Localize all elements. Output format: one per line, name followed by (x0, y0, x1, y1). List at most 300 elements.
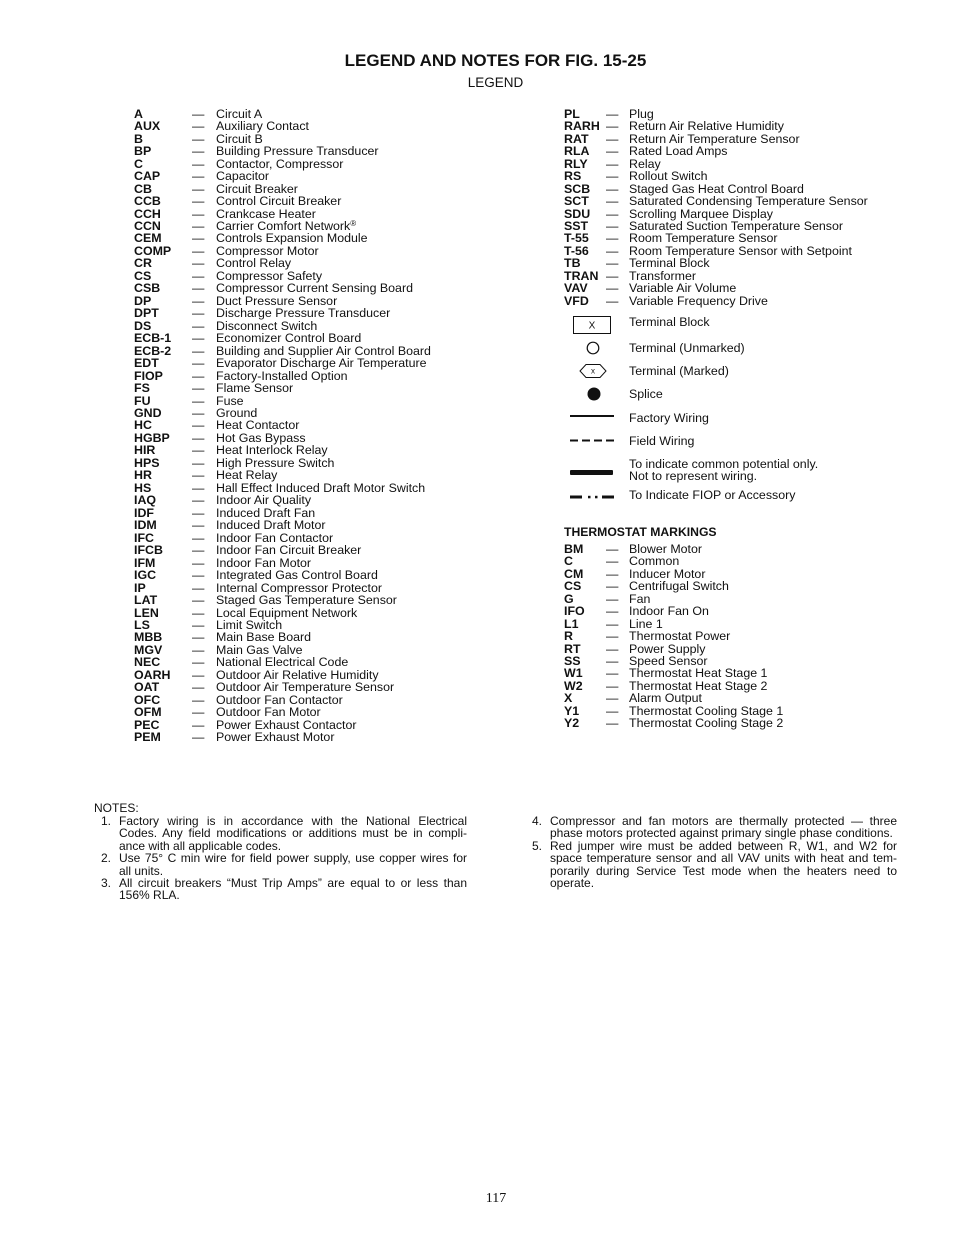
legend-row (134, 731, 431, 743)
abbreviation: L1 (564, 616, 579, 631)
abbreviation: IFCB (134, 543, 163, 558)
description: Outdoor Fan Contactor (216, 692, 343, 707)
description: Carrier Comfort Network (216, 218, 351, 233)
abbreviation: EDT (134, 356, 159, 371)
description: Compressor Current Sensing Board (216, 281, 413, 296)
abbreviation: OARH (134, 667, 171, 682)
legend-row (134, 469, 431, 481)
dash-separator: — (606, 666, 619, 681)
abbreviation: RARH (564, 119, 600, 134)
dash-separator: — (606, 554, 619, 569)
dash-separator: — (192, 418, 205, 433)
description: Control Relay (216, 256, 292, 271)
note-line: Red jumper wire must be added between R, W1, and W2 for (550, 838, 897, 853)
dash-separator: — (606, 169, 619, 184)
description: Capacitor (216, 169, 270, 184)
dash-separator: — (606, 281, 619, 296)
dash-separator: — (192, 256, 205, 271)
dash-separator: — (192, 642, 205, 657)
note-line: phase motors protected against primary single phase conditions. (550, 826, 893, 841)
abbreviation: ECB-1 (134, 331, 172, 346)
terminal-unmarked-icon (586, 341, 600, 355)
dash-separator: — (192, 680, 205, 695)
description: Discharge Pressure Transducer (216, 306, 391, 321)
abbreviation: BM (564, 541, 584, 556)
abbreviation: Y2 (564, 716, 580, 731)
dash-separator: — (192, 144, 205, 159)
notes-column-left (101, 815, 467, 902)
description: Controls Expansion Module (216, 231, 368, 246)
dash-separator: — (192, 518, 205, 533)
legend-row (134, 681, 431, 693)
abbreviation: IP (134, 580, 146, 595)
description: Circuit B (216, 131, 263, 146)
symbol-label: To indicate common potential only. (629, 456, 819, 471)
description: Indoor Fan Circuit Breaker (216, 543, 362, 558)
abbreviation: W1 (564, 666, 583, 681)
description: Staged Gas Heat Control Board (629, 181, 804, 196)
dash-separator: — (192, 493, 205, 508)
dash-separator: — (606, 579, 619, 594)
symbol-label: Factory Wiring (629, 410, 709, 425)
dash-separator: — (192, 530, 205, 545)
dash-separator: — (192, 705, 205, 720)
field-wiring-icon (570, 439, 614, 442)
abbreviation: X (564, 691, 573, 706)
description: Circuit Breaker (216, 181, 298, 196)
dash-separator: — (606, 591, 619, 606)
note-item (101, 877, 467, 902)
description: Rollout Switch (629, 169, 708, 184)
description: Internal Compressor Protector (216, 580, 382, 595)
description: Limit Switch (216, 617, 283, 632)
legend-row (134, 120, 431, 132)
description: Outdoor Fan Motor (216, 705, 321, 720)
dash-separator: — (192, 443, 205, 458)
abbreviation: VAV (564, 281, 588, 296)
dash-separator: — (192, 206, 205, 221)
description: Saturated Condensing Temperature Sensor (629, 194, 868, 209)
legend-row (134, 257, 431, 269)
abbreviation: TB (564, 256, 581, 271)
legend-row (134, 594, 431, 606)
legend-row (134, 307, 431, 319)
abbreviation: LEN (134, 605, 159, 620)
description: Thermostat Heat Stage 2 (629, 678, 768, 693)
abbreviation: SDU (564, 206, 591, 221)
description: Flame Sensor (216, 381, 294, 396)
symbol-label: Terminal Block (629, 314, 710, 329)
abbreviation: PEC (134, 717, 160, 732)
dash-separator: — (192, 580, 205, 595)
abbreviation: CEM (134, 231, 162, 246)
description: Integrated Gas Control Board (216, 568, 378, 583)
note-line: Codes. Any field modifications or additions must be in compli- (119, 826, 467, 841)
abbreviation: OFM (134, 705, 162, 720)
description: Transformer (629, 268, 697, 283)
note-item (532, 840, 897, 890)
terminal-marked-glyph: x (591, 366, 595, 376)
description: Ground (216, 406, 258, 420)
description: Compressor Safety (216, 268, 323, 283)
note-item (532, 815, 897, 840)
abbreviation: LAT (134, 593, 158, 608)
description: Hot Gas Bypass (216, 430, 306, 445)
description: Power Exhaust Motor (216, 730, 335, 745)
dash-separator: — (606, 716, 619, 731)
legend-row (564, 257, 868, 269)
dash-separator: — (192, 568, 205, 583)
abbreviation: CCB (134, 194, 161, 209)
description: Power Supply (629, 641, 706, 656)
abbreviation: CCH (134, 206, 161, 221)
description: Common (629, 554, 680, 569)
description: Power Exhaust Contactor (216, 717, 357, 732)
description: Room Temperature Sensor with Setpoint (629, 243, 852, 258)
abbreviation: MGV (134, 642, 163, 657)
dash-separator: — (192, 617, 205, 632)
legend-row (134, 282, 431, 294)
description: Evaporator Discharge Air Temperature (216, 356, 427, 371)
dash-separator: — (606, 678, 619, 693)
dash-separator: — (192, 106, 205, 121)
description: Disconnect Switch (216, 318, 318, 333)
description: Circuit A (216, 106, 263, 121)
description: Relay (629, 156, 661, 171)
note-line: All circuit breakers “Must Trip Amps” are equal to or less than (119, 875, 467, 890)
dash-separator: — (606, 691, 619, 706)
dash-separator: — (192, 381, 205, 396)
note-number: 5. (532, 838, 543, 853)
dash-separator: — (192, 156, 205, 171)
abbreviation: VFD (564, 293, 589, 308)
dash-separator: — (192, 393, 205, 408)
legend-row (134, 395, 431, 407)
description: Duct Pressure Sensor (216, 293, 338, 308)
legend-row (134, 457, 431, 469)
common-potential-icon (570, 470, 613, 475)
registered-mark: ® (350, 218, 357, 228)
description: Outdoor Air Temperature Sensor (216, 680, 395, 695)
page-title: LEGEND AND NOTES FOR FIG. 15-25 (344, 51, 647, 70)
note-number: 4. (532, 813, 543, 828)
dash-separator: — (192, 655, 205, 670)
dash-separator: — (606, 231, 619, 246)
dash-separator: — (192, 318, 205, 333)
abbreviation: BP (134, 144, 152, 159)
dash-separator: — (606, 541, 619, 556)
dash-separator: — (192, 605, 205, 620)
dash-separator: — (192, 343, 205, 358)
dash-separator: — (606, 653, 619, 668)
symbol-label: Splice (629, 386, 663, 401)
terminal-marked-icon (579, 363, 607, 379)
abbreviation: FU (134, 393, 151, 408)
dash-separator: — (192, 281, 205, 296)
abbreviation: OFC (134, 692, 161, 707)
dash-separator: — (606, 243, 619, 258)
symbol-label: To Indicate FIOP or Accessory (629, 487, 796, 502)
abbreviation: HPS (134, 455, 160, 470)
dash-separator: — (192, 630, 205, 645)
dash-separator: — (192, 505, 205, 520)
dash-separator: — (606, 293, 619, 308)
legend-row (564, 170, 868, 182)
terminal-block-glyph: X (588, 320, 596, 332)
description: Auxiliary Contact (216, 119, 309, 134)
abbreviation: SCT (564, 194, 589, 209)
description: Indoor Fan On (629, 604, 709, 619)
abbreviation: AUX (134, 119, 161, 134)
dash-separator: — (192, 593, 205, 608)
dash-separator: — (192, 667, 205, 682)
legend-row (134, 357, 431, 369)
symbol-label: Terminal (Marked) (629, 363, 729, 378)
legend-row (134, 145, 431, 157)
description: Induced Draft Fan (216, 505, 316, 520)
description: Control Circuit Breaker (216, 194, 342, 209)
description: Heat Contactor (216, 418, 300, 433)
abbreviation: IFM (134, 555, 156, 570)
abbreviation: SS (564, 653, 581, 668)
description: Speed Sensor (629, 653, 708, 668)
abbreviation: COMP (134, 243, 172, 258)
description: Contactor, Compressor (216, 156, 344, 171)
abbreviation: SST (564, 218, 589, 233)
abbreviation: SCB (564, 181, 591, 196)
dash-separator: — (192, 430, 205, 445)
dash-separator: — (192, 181, 205, 196)
legend-row (134, 444, 431, 456)
description: Variable Frequency Drive (629, 293, 768, 308)
symbol-label: Field Wiring (629, 433, 695, 448)
dash-separator: — (192, 543, 205, 558)
dash-separator: — (192, 293, 205, 308)
abbreviation: ECB-2 (134, 343, 172, 358)
abbreviation: CM (564, 566, 584, 581)
abbreviation: C (564, 554, 573, 569)
abbreviation: A (134, 106, 143, 121)
abbreviation: CCN (134, 218, 161, 233)
abbreviation: DP (134, 293, 152, 308)
note-line: Use 75° C min wire for field power supply, use copper wires for (119, 851, 467, 866)
abbreviation: TRAN (564, 268, 599, 283)
legend-row (134, 332, 431, 344)
dash-separator: — (606, 181, 619, 196)
description: Inducer Motor (629, 566, 706, 581)
note-line: space temperature sensor and all VAV units with heat and tem- (550, 851, 897, 866)
abbreviation: CS (134, 268, 152, 283)
abbreviation: C (134, 156, 143, 171)
abbreviation: NEC (134, 655, 161, 670)
description: Indoor Fan Contactor (216, 530, 334, 545)
legend-list-right (564, 108, 868, 308)
note-line: 156% RLA. (119, 888, 180, 903)
abbreviation: T-55 (564, 231, 589, 246)
description: Staged Gas Temperature Sensor (216, 593, 397, 608)
dash-separator: — (606, 218, 619, 233)
description: Terminal Block (629, 256, 710, 271)
dash-separator: — (606, 629, 619, 644)
description: Main Base Board (216, 630, 312, 645)
abbreviation: FS (134, 381, 150, 396)
description: National Electrical Code (216, 655, 349, 670)
abbreviation: RAT (564, 131, 589, 146)
abbreviation: CAP (134, 169, 161, 184)
legend-row (134, 170, 431, 182)
description: Crankcase Heater (216, 206, 316, 221)
description: Induced Draft Motor (216, 518, 326, 533)
legend-row (564, 717, 783, 729)
description: Line 1 (629, 616, 663, 631)
legend-row (134, 519, 431, 531)
abbreviation: PL (564, 106, 580, 121)
legend-row (564, 282, 868, 294)
description: Heat Relay (216, 468, 278, 483)
legend-row (564, 120, 868, 132)
dash-separator: — (606, 156, 619, 171)
fiop-accessory-icon (570, 495, 614, 499)
note-number: 2. (101, 851, 112, 866)
dash-separator: — (192, 169, 205, 184)
dash-separator: — (606, 106, 619, 121)
symbol-label: Terminal (Unmarked) (629, 340, 745, 355)
notes-heading: NOTES: (94, 800, 139, 815)
abbreviation: Y1 (564, 703, 580, 718)
note-number: 1. (101, 813, 112, 828)
terminal-block-icon (573, 316, 611, 334)
abbreviation: FIOP (134, 368, 163, 383)
description: Plug (629, 106, 654, 121)
splice-icon (587, 387, 601, 401)
abbreviation: DPT (134, 306, 159, 321)
abbreviation: RLY (564, 156, 588, 171)
description: Return Air Temperature Sensor (629, 131, 800, 146)
dash-separator: — (192, 368, 205, 383)
abbreviation: IFC (134, 530, 154, 545)
abbreviation: LS (134, 617, 150, 632)
thermostat-markings-list (564, 543, 783, 730)
legend-row (134, 195, 431, 207)
abbreviation: B (134, 131, 143, 146)
dash-separator: — (192, 268, 205, 283)
description: Building and Supplier Air Control Board (216, 343, 431, 358)
dash-separator: — (606, 144, 619, 159)
note-line: ance with all applicable codes. (119, 838, 282, 853)
abbreviation: IDM (134, 518, 157, 533)
factory-wiring-icon (570, 415, 614, 417)
description: Building Pressure Transducer (216, 144, 379, 159)
dash-separator: — (192, 194, 205, 209)
description: Variable Air Volume (629, 281, 737, 296)
legend-row (564, 580, 783, 592)
dash-separator: — (192, 730, 205, 745)
abbreviation: R (564, 629, 573, 644)
description: Alarm Output (629, 691, 702, 706)
dash-separator: — (192, 356, 205, 371)
dash-separator: — (606, 641, 619, 656)
abbreviation: PEM (134, 730, 161, 745)
abbreviation: T-56 (564, 243, 589, 258)
abbreviation: MBB (134, 630, 163, 645)
note-number: 3. (101, 875, 112, 890)
description: Thermostat Heat Stage 1 (629, 666, 768, 681)
dash-separator: — (606, 256, 619, 271)
dash-separator: — (192, 717, 205, 732)
note-line: Factory wiring is in accordance with the National Electrical (119, 813, 467, 828)
dash-separator: — (192, 231, 205, 246)
note-line: operate. (550, 875, 595, 890)
abbreviation: HR (134, 468, 152, 483)
abbreviation: HGBP (134, 430, 170, 445)
abbreviation: HC (134, 418, 152, 433)
abbreviation: RT (564, 641, 581, 656)
dash-separator: — (606, 119, 619, 134)
dash-separator: — (606, 604, 619, 619)
legend-row (564, 555, 783, 567)
legend-row (134, 494, 431, 506)
abbreviation: DS (134, 318, 152, 333)
legend-subtitle: LEGEND (467, 75, 524, 90)
abbreviation: IDF (134, 505, 154, 520)
legend-row (134, 656, 431, 668)
dash-separator: — (192, 119, 205, 134)
dash-separator: — (192, 406, 205, 420)
description: Heat Interlock Relay (216, 443, 328, 458)
dash-separator: — (192, 243, 205, 258)
abbreviation: CSB (134, 281, 161, 296)
note-line: all units. (119, 863, 164, 878)
description: Centrifugal Switch (629, 579, 729, 594)
dash-separator: — (606, 268, 619, 283)
legend-row (564, 605, 783, 617)
description: Blower Motor (629, 541, 702, 556)
abbreviation: RLA (564, 144, 590, 159)
description: Thermostat Power (629, 629, 731, 644)
legend-row (134, 569, 431, 581)
abbreviation: HS (134, 480, 152, 495)
legend-row (564, 145, 868, 157)
description: Indoor Air Quality (216, 493, 312, 508)
note-item (101, 815, 467, 852)
dash-separator: — (192, 455, 205, 470)
description: Outdoor Air Relative Humidity (216, 667, 379, 682)
description: Fuse (216, 393, 244, 408)
description: Compressor Motor (216, 243, 319, 258)
legend-row (134, 382, 431, 394)
dash-separator: — (606, 703, 619, 718)
dash-separator: — (192, 480, 205, 495)
dash-separator: — (192, 555, 205, 570)
legend-row (134, 706, 431, 718)
dash-separator: — (192, 468, 205, 483)
dash-separator: — (192, 692, 205, 707)
dash-separator: — (606, 566, 619, 581)
description: Room Temperature Sensor (629, 231, 778, 246)
abbreviation: HIR (134, 443, 156, 458)
abbreviation: OAT (134, 680, 160, 695)
dash-separator: — (606, 616, 619, 631)
legend-row (134, 158, 431, 170)
description: Thermostat Cooling Stage 2 (629, 716, 784, 731)
description: Main Gas Valve (216, 642, 303, 657)
note-item (101, 852, 467, 877)
abbreviation: CR (134, 256, 152, 271)
dash-separator: — (192, 306, 205, 321)
legend-row (564, 295, 868, 307)
legend-row (564, 692, 783, 704)
abbreviation: CB (134, 181, 152, 196)
